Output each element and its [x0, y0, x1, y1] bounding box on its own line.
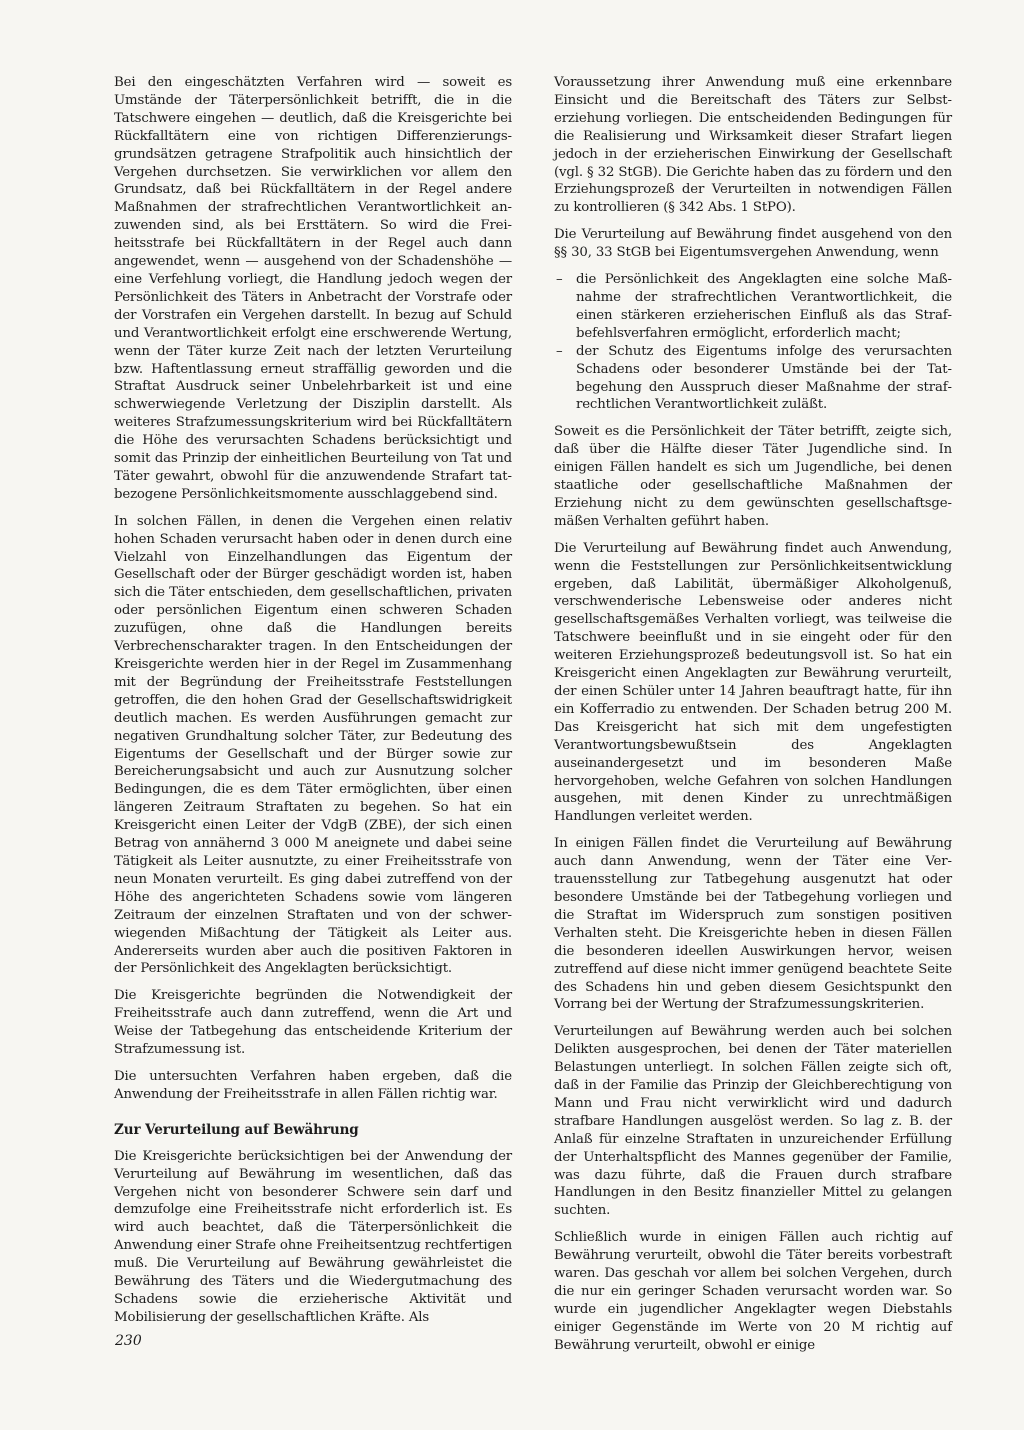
paragraph: Die Verurteilung auf Bewährung findet ausgehend von den §§ 30, 33 StGB bei Eigentumsvergehen Anwendung, wenn	[554, 227, 952, 261]
paragraph: Schließlich wurde in einigen Fällen auch richtig auf Bewährung verurteilt, obwohl die Täter bereits vorbestraft waren. Das geschah vor allem bei solchen Vergehen, durch die nur ein geringer Schaden verursacht worden war. So wurde ein jugendlicher Angeklagter wegen Diebstahls einiger Gegenstände im Werte von 20 M richtig auf Bewährung verurteilt, obwohl er einige	[554, 1230, 952, 1353]
bullet-list	[554, 271, 952, 414]
page-number: 230	[115, 1333, 142, 1349]
section-heading: Zur Verurteilung auf Bewährung	[114, 1121, 359, 1138]
right-column	[554, 74, 952, 1374]
paragraph: Voraussetzung ihrer Anwendung muß eine erkennbare Einsicht und die Bereitschaft des Täters zur Selbsterziehung vorliegen. Die entscheidenden Bedingungen für die Realisierung und Wirksamkeit dieser Strafart liegen jedoch in der erzieherischen Einwirkung der Gesellschaft (vgl. § 32 StGB). Die Gerichte haben das zu fördern und den Erziehungsprozeß der Verurteilten in notwendigen Fällen zu kontrollieren (§ 342 Abs. 1 StPO).	[554, 75, 952, 216]
paragraph: Die Verurteilung auf Bewährung findet auch Anwendung, wenn die Feststellungen zur Persönlichkeitsentwicklung ergeben, daß Labilität, übermäßiger Alkoholgenuß, verschwenderische Lebensweise oder anderes nicht gesellschaftsgemäßes Verhalten vorliegt, was teilweise die Tatschwere beeinflußt und in sie eingeht oder für den weiteren Erziehungsprozeß bedeutungsvoll ist. So hat ein Kreisgericht einen Angeklagten zur Bewährung verurteilt, der einen Schüler unter 14 Jahren beauftragt hatte, für ihn ein Kofferradio zu entwenden. Der Schaden betrug 200 M. Das Kreisgericht hat sich mit dem ungefestigten Verantwortungsbewußtsein des Angeklagten auseinandergesetzt und im besonderen Maße hervorgehoben, welche Gefahren von solchen Handlungen ausgehen, mit denen Kinder zu unrechtmäßigen Handlungen verleitet werden.	[554, 540, 952, 825]
paragraph: Die untersuchten Verfahren haben ergeben, daß die Anwendung der Freiheitsstrafe in allen Fällen richtig war.	[114, 1068, 512, 1102]
paragraph: In einigen Fällen findet die Verurteilung auf Bewährung auch dann Anwendung, wenn der Täter eine Vertrauensstellung zur Tatbegehung ausgenutzt hat oder besondere Umstände bei der Tatbegehung vorliegen und die Straftat im Widerspruch zum sonstigen positiven Verhalten steht. Die Kreisgerichte heben in diesen Fällen die besonderen ideellen Auswirkungen hervor, weisen zutreffend auf diese nicht immer genügend beachtete Seite des Schadens hin und geben diesem Gesichtspunkt den Vorrang bei der Wertung der Strafzumessungskriterien.	[554, 836, 952, 1013]
paragraph: Soweit es die Persönlichkeit der Täter betrifft, zeigte sich, daß über die Hälfte dieser Täter Jugendliche sind. In einigen Fällen handelt es sich um Jugendliche, bei denen staatliche oder gesellschaftliche Maßnahmen der Erziehung nicht zu dem gewünschten gesellschaftsgemäßen Verhalten geführt haben.	[554, 424, 952, 529]
paragraph: Die Kreisgerichte begründen die Notwendigkeit der Freiheitsstrafe auch dann zutreffend, wenn die Art und Weise der Tatbegehung das entscheidende Kriterium der Strafzumessung ist.	[114, 988, 512, 1058]
paragraph: Die Kreisgerichte berücksichtigen bei der Anwendung der Verurteilung auf Bewährung im wesentlichen, daß das Vergehen nicht von besonderer Schwere sein darf und demzufolge eine Freiheitsstrafe nicht erforderlich ist. Es wird auch beachtet, daß die Täterpersönlichkeit die Anwendung einer Strafe ohne Freiheitsentzug rechtfertigen muß. Die Verurteilung auf Bewährung gewährleistet die Bewährung des Täters und die Wiedergutmachung des Schadens sowie die erzieherische Aktivität und Mobilisierung der gesellschaftlichen Kräfte. Als	[114, 1148, 512, 1325]
page-body	[114, 74, 952, 1374]
paragraph: Verurteilungen auf Bewährung werden auch bei solchen Delikten ausgesprochen, bei denen der Täter materiellen Belastungen unterliegt. In solchen Fällen zeigte sich oft, daß in der Familie das Prinzip der Gleichberechtigung von Mann und Frau nicht verwirklicht wird und dadurch strafbare Handlungen ausgelöst werden. So lag z. B. der Anlaß für einzelne Straftaten in unzureichender Erfüllung der Unterhaltspflicht des Mannes gegenüber der Familie, was dazu führte, daß die Frauen durch strafbare Handlungen in den Besitz finanzieller Mittel zu gelangen suchten.	[554, 1024, 952, 1219]
left-column	[114, 74, 512, 1374]
list-item: – die Persönlichkeit des Angeklagten eine solche Maßnahme der strafrechtlichen Verantwortlichkeit, die einen stärkeren erzieherischen Einfluß als das Strafbefehlsverfahren ermöglicht, erforderlich macht;	[554, 271, 952, 343]
paragraph: In solchen Fällen, in denen die Vergehen einen relativ hohen Schaden verursacht haben oder in denen durch eine Vielzahl von Einzelhandlungen das Eigentum der Gesellschaft oder der Bürger geschädigt worden ist, haben sich die Täter entschieden, dem gesellschaftlichen, privaten oder persönlichen Eigentum einen schweren Schaden zuzufügen, ohne daß die Handlungen bereits Verbrechenscharakter tragen. In den Entscheidungen der Kreisgerichte werden hier in der Regel im Zusammenhang mit der Begründung der Freiheitsstrafe Feststellungen getroffen, die den hohen Grad der Gesellschaftswidrigkeit deutlich machen. Es werden Ausführungen gemacht zur negativen Grundhaltung solcher Täter, zur Bedeutung des Eigentums der Gesellschaft und der Bürger sowie zur Bereicherungsabsicht und auch zur Ausnutzung solcher Bedingungen, die es dem Täter ermöglichten, über einen längeren Zeitraum Straftaten zu begehen. So hat ein Kreisgericht einen Leiter der VdgB (ZBE), der sich einen Betrag von annähernd 3 000 M aneignete und dabei seine Tätigkeit als Leiter ausnutzte, zu einer Freiheitsstrafe von neun Monaten verurteilt. Es ging dabei zutreffend von der Höhe des angerichteten Schadens sowie vom längeren Zeitraum der einzelnen Straftaten und von der schwerwiegenden Mißachtung der Tätigkeit als Leiter aus. Andererseits wurden aber auch die positiven Faktoren in der Persönlichkeit des Angeklagten berücksichtigt.	[114, 513, 512, 977]
list-item: – der Schutz des Eigentums infolge des verursachten Schadens oder besonderer Umstände bei der Tatbegehung den Ausspruch dieser Maßnahme der strafrechtlichen Verantwortlichkeit zuläßt.	[554, 343, 952, 415]
paragraph: Bei den eingeschätzten Verfahren wird — soweit es Umstände der Täterpersönlichkeit betrifft, die in die Tatschwere eingehen — deutlich, daß die Kreisgerichte bei Rückfalltätern eine von richtigen Differenzierungsgrundsätzen getragene Strafpolitik auch hinsichtlich der Vergehen durchsetzen. Sie verwirklichen vor allem den Grundsatz, daß bei Rückfalltätern in der Regel andere Maßnahmen der strafrechtlichen Verantwortlichkeit anzuwenden sind, als bei Ersttätern. So wird die Freiheitsstrafe bei Rückfalltätern in der Regel auch dann angewendet, wenn — ausgehend von der Schadenshöhe — eine Verfehlung vorliegt, die Handlung jedoch wegen der Persönlichkeit des Täters in Anbetracht der Vorstrafe oder der Vorstrafen ein Vergehen darstellt. In bezug auf Schuld und Verantwortlichkeit erfolgt eine erschwerende Wertung, wenn der Täter kurze Zeit nach der letzten Verurteilung bzw. Haftentlassung erneut straffällig geworden und die Straftat Ausdruck seiner Unbelehrbarkeit ist und eine schwerwiegende Verletzung der Disziplin darstellt. Als weiteres Strafzumessungskriterium wird bei Rückfalltätern die Höhe des verursachten Schadens berücksichtigt und somit das Prinzip der einheitlichen Beurteilung von Tat und Täter gewahrt, obwohl für die anzuwendende Strafart tatbezogene Persönlichkeitsmomente ausschlaggebend sind.	[114, 75, 512, 502]
